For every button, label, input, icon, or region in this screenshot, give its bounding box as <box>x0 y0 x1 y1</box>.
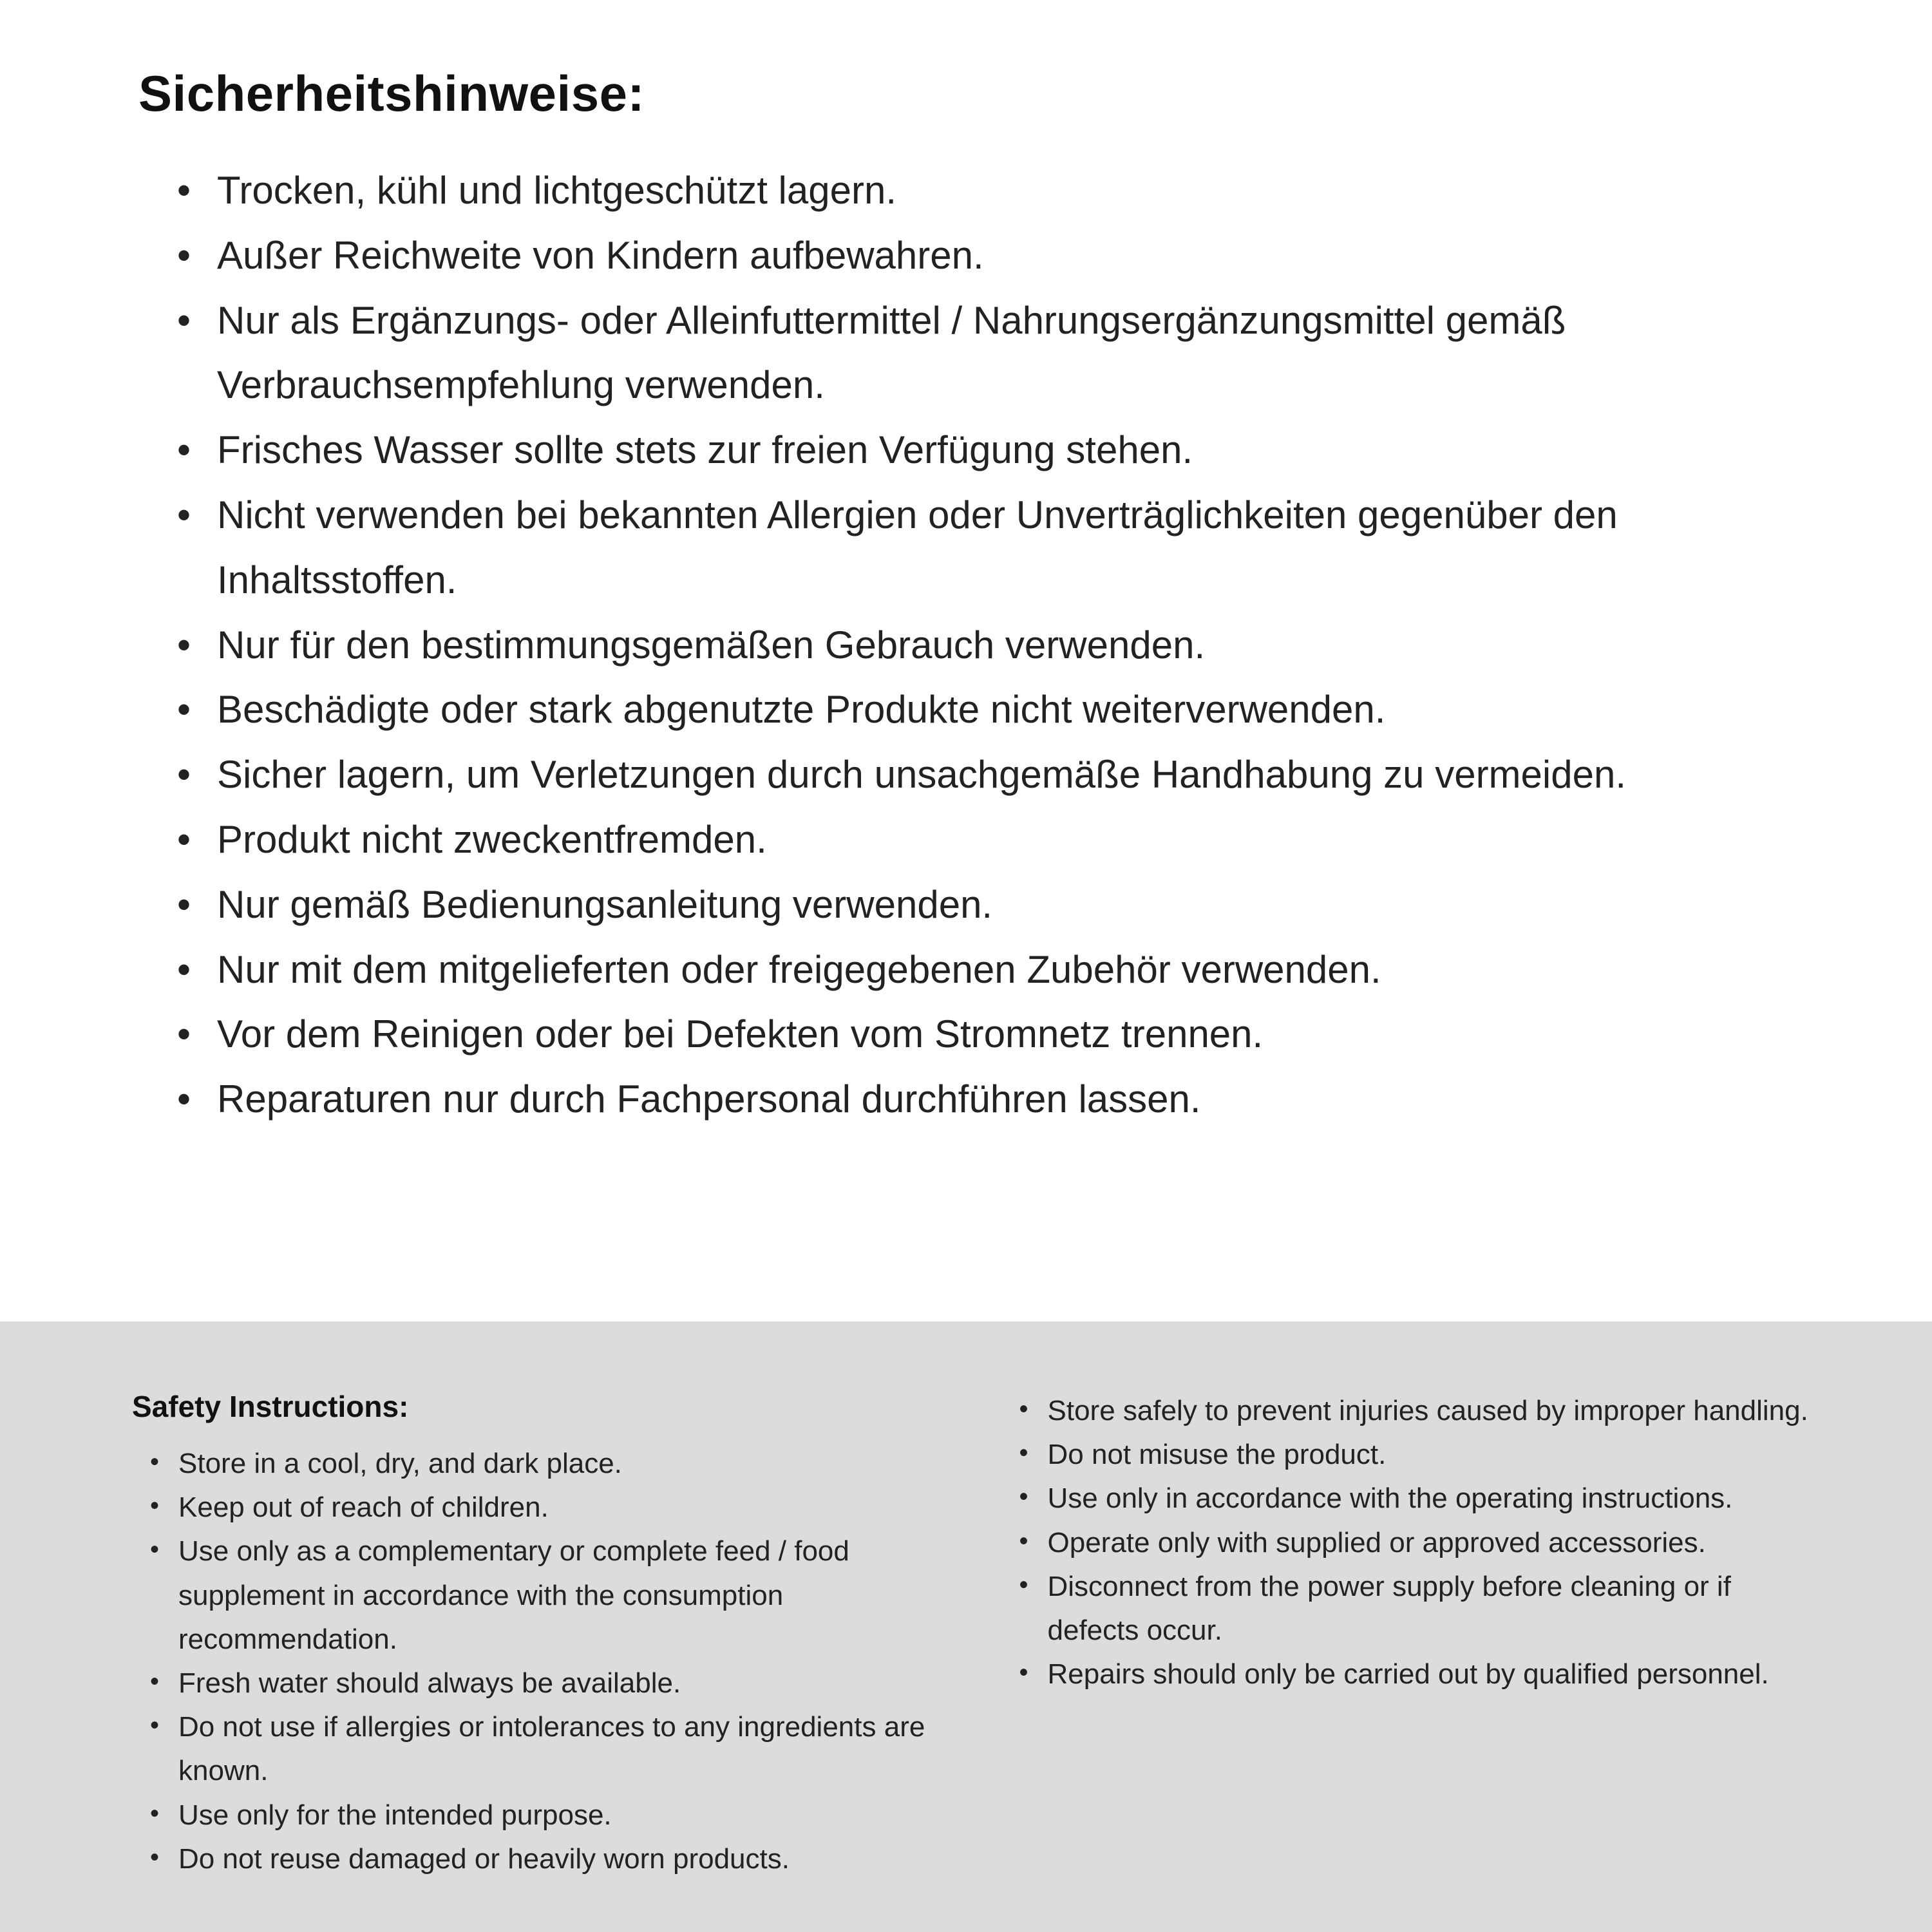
list-item: • Nur gemäß Bedienungsanleitung verwenden. <box>177 873 1803 938</box>
english-bullet-list-right <box>1019 1389 1817 1696</box>
list-item: • Store safely to prevent injuries caused by improper handling. <box>1019 1389 1817 1433</box>
list-item: • Fresh water should always be available. <box>150 1662 929 1705</box>
list-item: • Keep out of reach of children. <box>150 1486 929 1530</box>
german-section-title: Sicherheitshinweise: <box>138 65 645 122</box>
list-item: • Nur als Ergänzungs- oder Alleinfuttermittel / Nahrungsergänzungsmittel gemäß Verbrauchsempfehlung verwenden. <box>177 289 1803 419</box>
list-item: • Produkt nicht zweckentfremden. <box>177 808 1803 873</box>
list-item: • Frisches Wasser sollte stets zur freien Verfügung stehen. <box>177 418 1803 483</box>
list-item: • Do not use if allergies or intolerances to any ingredients are known. <box>150 1705 929 1793</box>
english-section <box>0 1321 1932 1932</box>
list-item: • Operate only with supplied or approved accessories. <box>1019 1521 1817 1565</box>
list-item: • Do not reuse damaged or heavily worn products. <box>150 1837 929 1881</box>
list-item: • Do not misuse the product. <box>1019 1433 1817 1477</box>
list-item: • Beschädigte oder stark abgenutzte Produkte nicht weiterverwenden. <box>177 677 1803 743</box>
list-item: • Trocken, kühl und lichtgeschützt lagern. <box>177 158 1803 223</box>
list-item: • Use only for the intended purpose. <box>150 1794 929 1837</box>
list-item: • Nur mit dem mitgelieferten oder freigegebenen Zubehör verwenden. <box>177 938 1803 1003</box>
english-bullet-list-left <box>132 1442 929 1881</box>
english-left-column <box>132 1389 929 1932</box>
list-item: • Store in a cool, dry, and dark place. <box>150 1442 929 1486</box>
list-item: • Außer Reichweite von Kindern aufbewahren. <box>177 223 1803 289</box>
list-item: • Disconnect from the power supply before cleaning or if defects occur. <box>1019 1565 1817 1653</box>
list-item: • Reparaturen nur durch Fachpersonal durchführen lassen. <box>177 1067 1803 1132</box>
list-item: • Repairs should only be carried out by qualified personnel. <box>1019 1653 1817 1696</box>
german-bullet-list <box>138 158 1803 1132</box>
english-section-title: Safety Instructions: <box>132 1390 409 1423</box>
list-item: • Use only as a complementary or complete feed / food supplement in accordance with the consumption recommendation. <box>150 1530 929 1662</box>
list-item: • Sicher lagern, um Verletzungen durch unsachgemäße Handhabung zu vermeiden. <box>177 743 1803 808</box>
list-item: • Nur für den bestimmungsgemäßen Gebrauch verwenden. <box>177 613 1803 678</box>
list-item: • Use only in accordance with the operating instructions. <box>1019 1477 1817 1520</box>
list-item: • Vor dem Reinigen oder bei Defekten vom Stromnetz trennen. <box>177 1002 1803 1067</box>
english-right-column <box>1019 1389 1817 1932</box>
list-item: • Nicht verwenden bei bekannten Allergien oder Unverträglichkeiten gegenüber den Inhaltsstoffen. <box>177 483 1803 613</box>
